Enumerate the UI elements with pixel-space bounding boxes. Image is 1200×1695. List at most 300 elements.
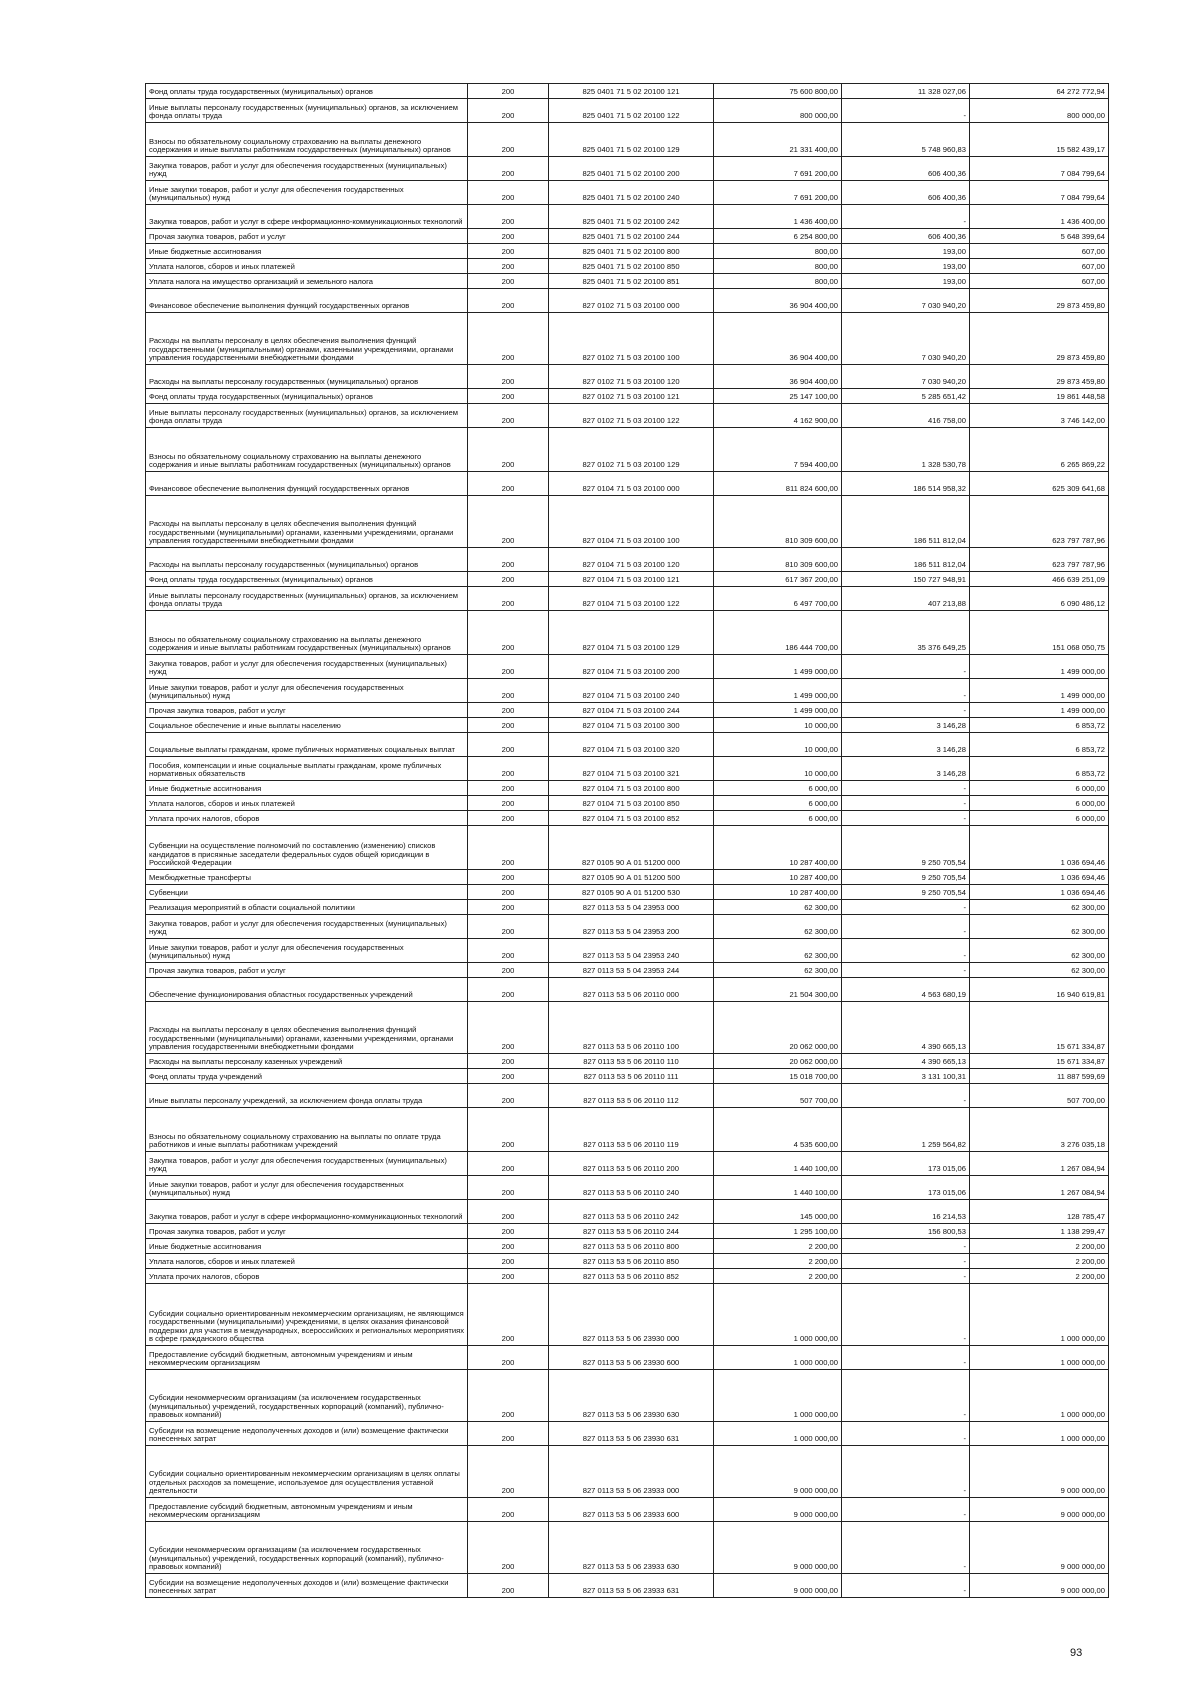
executed-amount-cell: 173 015,06 [842,1152,970,1176]
unexecuted-amount-cell: 29 873 459,80 [970,313,1109,365]
unexecuted-amount-cell: 1 138 299,47 [970,1224,1109,1239]
executed-amount-cell: - [842,1284,970,1346]
executed-amount-cell: 416 758,00 [842,404,970,428]
approved-amount-cell: 9 000 000,00 [714,1522,842,1574]
budget-classification-cell: 827 0113 53 5 06 20110 240 [549,1176,714,1200]
line-code-cell: 200 [468,587,549,611]
approved-amount-cell: 507 700,00 [714,1084,842,1108]
expense-name-cell: Взносы по обязательному социальному страхованию на выплаты по оплате труда работников и иные выплаты работникам учреждений [146,1108,468,1152]
approved-amount-cell: 2 200,00 [714,1239,842,1254]
table-row [146,1574,1109,1598]
budget-table [145,83,1109,1598]
table-row [146,289,1109,313]
table-row [146,718,1109,733]
expense-name-cell: Социальное обеспечение и иные выплаты населению [146,718,468,733]
approved-amount-cell: 9 000 000,00 [714,1498,842,1522]
approved-amount-cell: 21 504 300,00 [714,978,842,1002]
executed-amount-cell: 606 400,36 [842,157,970,181]
table-row [146,978,1109,1002]
line-code-cell: 200 [468,1254,549,1269]
executed-amount-cell: - [842,811,970,826]
executed-amount-cell: - [842,1370,970,1422]
executed-amount-cell: 3 146,28 [842,733,970,757]
executed-amount-cell: 7 030 940,20 [842,289,970,313]
table-row [146,915,1109,939]
table-row [146,404,1109,428]
approved-amount-cell: 800,00 [714,244,842,259]
expense-name-cell: Иные бюджетные ассигнования [146,244,468,259]
expense-name-cell: Расходы на выплаты персоналу в целях обеспечения выполнения функций государственными (муниципальными) органами, казенными учреждениями, органами управления государственными внебюджетными фондами [146,313,468,365]
table-row [146,587,1109,611]
budget-classification-cell: 827 0113 53 5 06 23930 600 [549,1346,714,1370]
expense-name-cell: Уплата прочих налогов, сборов [146,811,468,826]
table-row [146,1284,1109,1346]
budget-classification-cell: 825 0401 71 5 02 20100 850 [549,259,714,274]
unexecuted-amount-cell: 2 200,00 [970,1269,1109,1284]
line-code-cell: 200 [468,757,549,781]
table-row [146,157,1109,181]
line-code-cell: 200 [468,1498,549,1522]
budget-classification-cell: 827 0104 71 5 03 20100 129 [549,611,714,655]
unexecuted-amount-cell: 29 873 459,80 [970,289,1109,313]
approved-amount-cell: 1 000 000,00 [714,1346,842,1370]
expense-name-cell: Закупка товаров, работ и услуг для обеспечения государственных (муниципальных) нужд [146,157,468,181]
table-row [146,244,1109,259]
expense-name-cell: Расходы на выплаты персоналу в целях обеспечения выполнения функций государственными (муниципальными) органами, казенными учреждениями, органами управления государственными внебюджетными фондами [146,496,468,548]
expense-name-cell: Реализация мероприятий в области социальной политики [146,900,468,915]
table-row [146,123,1109,157]
line-code-cell: 200 [468,572,549,587]
approved-amount-cell: 21 331 400,00 [714,123,842,157]
table-row [146,1002,1109,1054]
unexecuted-amount-cell: 6 853,72 [970,718,1109,733]
unexecuted-amount-cell: 15 671 334,87 [970,1054,1109,1069]
table-row [146,472,1109,496]
approved-amount-cell: 811 824 600,00 [714,472,842,496]
approved-amount-cell: 2 200,00 [714,1269,842,1284]
executed-amount-cell: - [842,655,970,679]
expense-name-cell: Межбюджетные трансферты [146,870,468,885]
budget-classification-cell: 827 0104 71 5 03 20100 320 [549,733,714,757]
budget-classification-cell: 827 0113 53 5 06 23933 630 [549,1522,714,1574]
table-row [146,428,1109,472]
unexecuted-amount-cell: 62 300,00 [970,963,1109,978]
unexecuted-amount-cell: 466 639 251,09 [970,572,1109,587]
line-code-cell: 200 [468,1069,549,1084]
unexecuted-amount-cell: 607,00 [970,274,1109,289]
unexecuted-amount-cell: 625 309 641,68 [970,472,1109,496]
budget-classification-cell: 827 0102 71 5 03 20100 120 [549,365,714,389]
unexecuted-amount-cell: 62 300,00 [970,939,1109,963]
table-row [146,963,1109,978]
unexecuted-amount-cell: 9 000 000,00 [970,1498,1109,1522]
executed-amount-cell: 150 727 948,91 [842,572,970,587]
executed-amount-cell: 193,00 [842,274,970,289]
approved-amount-cell: 62 300,00 [714,915,842,939]
budget-classification-cell: 827 0104 71 5 03 20100 852 [549,811,714,826]
line-code-cell: 200 [468,1054,549,1069]
executed-amount-cell: 407 213,88 [842,587,970,611]
expense-name-cell: Взносы по обязательному социальному страхованию на выплаты денежного содержания и иные выплаты работникам государственных (муниципальных) органов [146,611,468,655]
budget-classification-cell: 827 0113 53 5 06 23930 631 [549,1422,714,1446]
executed-amount-cell: 9 250 705,54 [842,885,970,900]
line-code-cell: 200 [468,1108,549,1152]
unexecuted-amount-cell: 7 084 799,64 [970,157,1109,181]
unexecuted-amount-cell: 623 797 787,96 [970,496,1109,548]
page-number: 93 [1070,1647,1083,1659]
approved-amount-cell: 62 300,00 [714,939,842,963]
expense-name-cell: Расходы на выплаты персоналу государственных (муниципальных) органов [146,365,468,389]
executed-amount-cell: 193,00 [842,244,970,259]
line-code-cell: 200 [468,365,549,389]
approved-amount-cell: 20 062 000,00 [714,1002,842,1054]
budget-classification-cell: 825 0401 71 5 02 20100 242 [549,205,714,229]
table-row [146,733,1109,757]
budget-classification-cell: 827 0113 53 5 06 23933 600 [549,1498,714,1522]
table-row [146,1084,1109,1108]
line-code-cell: 200 [468,1422,549,1446]
table-row [146,181,1109,205]
approved-amount-cell: 10 000,00 [714,733,842,757]
unexecuted-amount-cell: 9 000 000,00 [970,1446,1109,1498]
table-row [146,870,1109,885]
approved-amount-cell: 7 594 400,00 [714,428,842,472]
table-row [146,826,1109,870]
table-row [146,1522,1109,1574]
budget-classification-cell: 825 0401 71 5 02 20100 240 [549,181,714,205]
unexecuted-amount-cell: 15 671 334,87 [970,1002,1109,1054]
budget-classification-cell: 827 0104 71 5 03 20100 800 [549,781,714,796]
budget-classification-cell: 827 0104 71 5 03 20100 321 [549,757,714,781]
table-row [146,313,1109,365]
table-row [146,1239,1109,1254]
line-code-cell: 200 [468,496,549,548]
unexecuted-amount-cell: 9 000 000,00 [970,1574,1109,1598]
approved-amount-cell: 800 000,00 [714,99,842,123]
line-code-cell: 200 [468,1200,549,1224]
table-row [146,548,1109,572]
line-code-cell: 200 [468,679,549,703]
unexecuted-amount-cell: 1 000 000,00 [970,1346,1109,1370]
expense-name-cell: Субвенции на осуществление полномочий по составлению (изменению) списков кандидатов в присяжные заседатели федеральных судов общей юрисдикции в Российской Федерации [146,826,468,870]
line-code-cell: 200 [468,826,549,870]
budget-classification-cell: 827 0113 53 5 06 20110 111 [549,1069,714,1084]
approved-amount-cell: 1 440 100,00 [714,1152,842,1176]
budget-classification-cell: 827 0113 53 5 04 23953 200 [549,915,714,939]
table-row [146,1176,1109,1200]
approved-amount-cell: 20 062 000,00 [714,1054,842,1069]
line-code-cell: 200 [468,1084,549,1108]
approved-amount-cell: 10 000,00 [714,718,842,733]
table-row [146,1200,1109,1224]
executed-amount-cell: - [842,1239,970,1254]
line-code-cell: 200 [468,99,549,123]
expense-name-cell: Прочая закупка товаров, работ и услуг [146,229,468,244]
line-code-cell: 200 [468,870,549,885]
line-code-cell: 200 [468,915,549,939]
expense-name-cell: Уплата налогов, сборов и иных платежей [146,1254,468,1269]
line-code-cell: 200 [468,244,549,259]
budget-classification-cell: 827 0104 71 5 03 20100 000 [549,472,714,496]
budget-classification-cell: 827 0102 71 5 03 20100 121 [549,389,714,404]
table-row [146,1254,1109,1269]
table-row [146,757,1109,781]
executed-amount-cell: - [842,1254,970,1269]
expense-name-cell: Иные закупки товаров, работ и услуг для обеспечения государственных (муниципальных) нужд [146,1176,468,1200]
executed-amount-cell: - [842,963,970,978]
approved-amount-cell: 9 000 000,00 [714,1446,842,1498]
table-row [146,1346,1109,1370]
budget-classification-cell: 827 0113 53 5 06 20110 110 [549,1054,714,1069]
line-code-cell: 200 [468,259,549,274]
approved-amount-cell: 1 499 000,00 [714,679,842,703]
unexecuted-amount-cell: 6 265 869,22 [970,428,1109,472]
expense-name-cell: Взносы по обязательному социальному страхованию на выплаты денежного содержания и иные выплаты работникам государственных (муниципальных) органов [146,123,468,157]
line-code-cell: 200 [468,205,549,229]
approved-amount-cell: 10 000,00 [714,757,842,781]
budget-classification-cell: 827 0113 53 5 06 20110 200 [549,1152,714,1176]
budget-classification-cell: 825 0401 71 5 02 20100 851 [549,274,714,289]
expense-name-cell: Иные выплаты персоналу государственных (муниципальных) органов, за исключением фонда оплаты труда [146,99,468,123]
unexecuted-amount-cell: 1 036 694,46 [970,870,1109,885]
unexecuted-amount-cell: 16 940 619,81 [970,978,1109,1002]
executed-amount-cell: 4 390 665,13 [842,1002,970,1054]
approved-amount-cell: 9 000 000,00 [714,1574,842,1598]
table-row [146,1152,1109,1176]
table-row [146,572,1109,587]
approved-amount-cell: 4 162 900,00 [714,404,842,428]
executed-amount-cell: - [842,1422,970,1446]
approved-amount-cell: 810 309 600,00 [714,496,842,548]
executed-amount-cell: 3 146,28 [842,718,970,733]
expense-name-cell: Иные бюджетные ассигнования [146,1239,468,1254]
line-code-cell: 200 [468,428,549,472]
executed-amount-cell: - [842,900,970,915]
approved-amount-cell: 6 000,00 [714,796,842,811]
approved-amount-cell: 1 499 000,00 [714,703,842,718]
executed-amount-cell: 7 030 940,20 [842,365,970,389]
budget-classification-cell: 827 0113 53 5 06 20110 242 [549,1200,714,1224]
line-code-cell: 200 [468,718,549,733]
unexecuted-amount-cell: 62 300,00 [970,915,1109,939]
unexecuted-amount-cell: 64 272 772,94 [970,84,1109,99]
executed-amount-cell: 3 146,28 [842,757,970,781]
expense-name-cell: Иные выплаты персоналу учреждений, за исключением фонда оплаты труда [146,1084,468,1108]
expense-name-cell: Иные закупки товаров, работ и услуг для обеспечения государственных (муниципальных) нужд [146,181,468,205]
unexecuted-amount-cell: 3 276 035,18 [970,1108,1109,1152]
budget-classification-cell: 827 0105 90 А 01 51200 500 [549,870,714,885]
unexecuted-amount-cell: 5 648 399,64 [970,229,1109,244]
expense-name-cell: Уплата прочих налогов, сборов [146,1269,468,1284]
expense-name-cell: Иные выплаты персоналу государственных (муниципальных) органов, за исключением фонда оплаты труда [146,587,468,611]
executed-amount-cell: 173 015,06 [842,1176,970,1200]
executed-amount-cell: 156 800,53 [842,1224,970,1239]
unexecuted-amount-cell: 15 582 439,17 [970,123,1109,157]
unexecuted-amount-cell: 1 267 084,94 [970,1152,1109,1176]
budget-classification-cell: 827 0113 53 5 04 23953 240 [549,939,714,963]
approved-amount-cell: 1 440 100,00 [714,1176,842,1200]
unexecuted-amount-cell: 7 084 799,64 [970,181,1109,205]
executed-amount-cell: - [842,915,970,939]
budget-classification-cell: 827 0113 53 5 06 23930 630 [549,1370,714,1422]
table-row [146,205,1109,229]
line-code-cell: 200 [468,1239,549,1254]
executed-amount-cell: 7 030 940,20 [842,313,970,365]
line-code-cell: 200 [468,181,549,205]
table-row [146,1498,1109,1522]
expense-name-cell: Субвенции [146,885,468,900]
unexecuted-amount-cell: 623 797 787,96 [970,548,1109,572]
approved-amount-cell: 75 600 800,00 [714,84,842,99]
unexecuted-amount-cell: 507 700,00 [970,1084,1109,1108]
expense-name-cell: Прочая закупка товаров, работ и услуг [146,963,468,978]
unexecuted-amount-cell: 800 000,00 [970,99,1109,123]
table-row [146,1370,1109,1422]
line-code-cell: 200 [468,1269,549,1284]
approved-amount-cell: 810 309 600,00 [714,548,842,572]
unexecuted-amount-cell: 6 090 486,12 [970,587,1109,611]
line-code-cell: 200 [468,885,549,900]
executed-amount-cell: - [842,796,970,811]
approved-amount-cell: 10 287 400,00 [714,826,842,870]
executed-amount-cell: - [842,1084,970,1108]
budget-classification-cell: 827 0113 53 5 06 20110 000 [549,978,714,1002]
unexecuted-amount-cell: 1 036 694,46 [970,826,1109,870]
line-code-cell: 200 [468,389,549,404]
executed-amount-cell: 606 400,36 [842,229,970,244]
approved-amount-cell: 4 535 600,00 [714,1108,842,1152]
budget-classification-cell: 825 0401 71 5 02 20100 800 [549,244,714,259]
line-code-cell: 200 [468,978,549,1002]
approved-amount-cell: 1 295 100,00 [714,1224,842,1239]
table-row [146,703,1109,718]
budget-classification-cell: 827 0104 71 5 03 20100 120 [549,548,714,572]
expense-name-cell: Взносы по обязательному социальному страхованию на выплаты денежного содержания и иные выплаты работникам государственных (муниципальных) органов [146,428,468,472]
table-row [146,679,1109,703]
line-code-cell: 200 [468,289,549,313]
approved-amount-cell: 36 904 400,00 [714,313,842,365]
executed-amount-cell: 9 250 705,54 [842,870,970,885]
unexecuted-amount-cell: 1 267 084,94 [970,1176,1109,1200]
unexecuted-amount-cell: 1 499 000,00 [970,703,1109,718]
unexecuted-amount-cell: 6 853,72 [970,757,1109,781]
executed-amount-cell: 3 131 100,31 [842,1069,970,1084]
line-code-cell: 200 [468,963,549,978]
expense-name-cell: Субсидии на возмещение недополученных доходов и (или) возмещение фактически понесенных затрат [146,1574,468,1598]
unexecuted-amount-cell: 1 036 694,46 [970,885,1109,900]
line-code-cell: 200 [468,900,549,915]
unexecuted-amount-cell: 128 785,47 [970,1200,1109,1224]
executed-amount-cell: 186 514 958,32 [842,472,970,496]
table-row [146,389,1109,404]
unexecuted-amount-cell: 2 200,00 [970,1254,1109,1269]
approved-amount-cell: 1 436 400,00 [714,205,842,229]
executed-amount-cell: - [842,703,970,718]
executed-amount-cell: 1 259 564,82 [842,1108,970,1152]
table-row [146,1108,1109,1152]
unexecuted-amount-cell: 6 000,00 [970,811,1109,826]
line-code-cell: 200 [468,811,549,826]
line-code-cell: 200 [468,1522,549,1574]
expense-name-cell: Иные закупки товаров, работ и услуг для обеспечения государственных (муниципальных) нужд [146,939,468,963]
approved-amount-cell: 7 691 200,00 [714,181,842,205]
unexecuted-amount-cell: 1 000 000,00 [970,1422,1109,1446]
expense-name-cell: Закупка товаров, работ и услуг для обеспечения государственных (муниципальных) нужд [146,655,468,679]
table-row [146,1446,1109,1498]
budget-classification-cell: 827 0113 53 5 06 20110 852 [549,1269,714,1284]
approved-amount-cell: 36 904 400,00 [714,289,842,313]
budget-classification-cell: 825 0401 71 5 02 20100 200 [549,157,714,181]
expense-name-cell: Уплата налога на имущество организаций и земельного налога [146,274,468,289]
budget-classification-cell: 827 0113 53 5 06 23933 000 [549,1446,714,1498]
expense-name-cell: Фонд оплаты труда государственных (муниципальных) органов [146,389,468,404]
budget-classification-cell: 827 0104 71 5 03 20100 121 [549,572,714,587]
executed-amount-cell: - [842,1446,970,1498]
expense-name-cell: Расходы на выплаты персоналу государственных (муниципальных) органов [146,548,468,572]
table-row [146,84,1109,99]
executed-amount-cell: 193,00 [842,259,970,274]
budget-classification-cell: 825 0401 71 5 02 20100 129 [549,123,714,157]
budget-classification-cell: 827 0105 90 А 01 51200 530 [549,885,714,900]
executed-amount-cell: 1 328 530,78 [842,428,970,472]
approved-amount-cell: 1 000 000,00 [714,1370,842,1422]
expense-name-cell: Иные закупки товаров, работ и услуг для обеспечения государственных (муниципальных) нужд [146,679,468,703]
line-code-cell: 200 [468,84,549,99]
expense-name-cell: Финансовое обеспечение выполнения функций государственных органов [146,472,468,496]
expense-name-cell: Закупка товаров, работ и услуг в сфере информационно-коммуникационных технологий [146,205,468,229]
executed-amount-cell: 16 214,53 [842,1200,970,1224]
expense-name-cell: Расходы на выплаты персоналу казенных учреждений [146,1054,468,1069]
line-code-cell: 200 [468,703,549,718]
line-code-cell: 200 [468,733,549,757]
unexecuted-amount-cell: 607,00 [970,244,1109,259]
line-code-cell: 200 [468,1002,549,1054]
executed-amount-cell: - [842,1498,970,1522]
expense-name-cell: Фонд оплаты труда учреждений [146,1069,468,1084]
line-code-cell: 200 [468,611,549,655]
line-code-cell: 200 [468,229,549,244]
executed-amount-cell: - [842,1346,970,1370]
expense-name-cell: Иные бюджетные ассигнования [146,781,468,796]
line-code-cell: 200 [468,1370,549,1422]
line-code-cell: 200 [468,274,549,289]
table-row [146,1224,1109,1239]
budget-classification-cell: 827 0113 53 5 06 20110 112 [549,1084,714,1108]
unexecuted-amount-cell: 1 436 400,00 [970,205,1109,229]
executed-amount-cell: - [842,781,970,796]
line-code-cell: 200 [468,1224,549,1239]
approved-amount-cell: 186 444 700,00 [714,611,842,655]
approved-amount-cell: 800,00 [714,274,842,289]
approved-amount-cell: 10 287 400,00 [714,885,842,900]
budget-classification-cell: 827 0104 71 5 03 20100 240 [549,679,714,703]
budget-classification-cell: 827 0102 71 5 03 20100 122 [549,404,714,428]
line-code-cell: 200 [468,1574,549,1598]
unexecuted-amount-cell: 11 887 599,69 [970,1069,1109,1084]
executed-amount-cell: - [842,1269,970,1284]
line-code-cell: 200 [468,404,549,428]
budget-classification-cell: 827 0104 71 5 03 20100 300 [549,718,714,733]
table-row [146,939,1109,963]
expense-name-cell: Прочая закупка товаров, работ и услуг [146,1224,468,1239]
budget-classification-cell: 827 0104 71 5 03 20100 100 [549,496,714,548]
budget-classification-cell: 827 0104 71 5 03 20100 200 [549,655,714,679]
approved-amount-cell: 7 691 200,00 [714,157,842,181]
line-code-cell: 200 [468,1176,549,1200]
approved-amount-cell: 1 499 000,00 [714,655,842,679]
table-row [146,99,1109,123]
budget-classification-cell: 827 0113 53 5 06 20110 800 [549,1239,714,1254]
